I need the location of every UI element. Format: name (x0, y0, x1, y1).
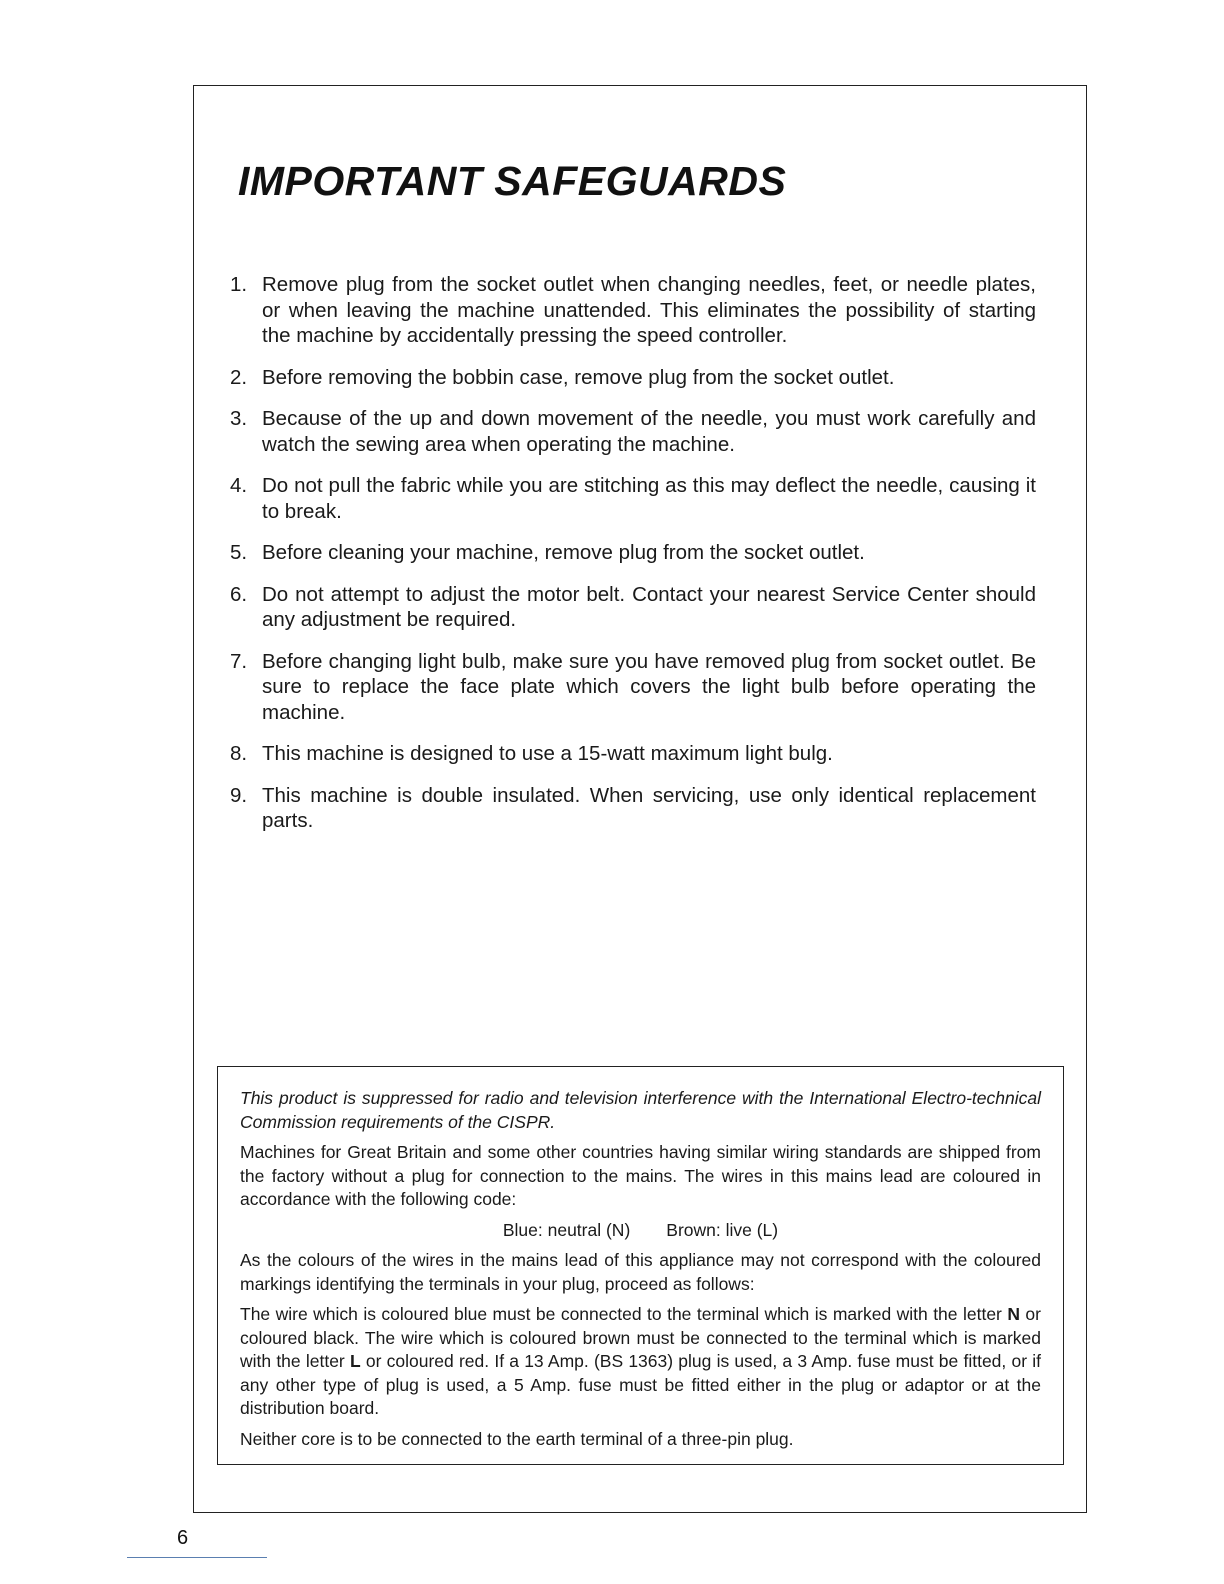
wire-colour-code (240, 1219, 1041, 1243)
wiring-notice-box (217, 1066, 1064, 1465)
list-item (230, 272, 1036, 349)
brown-code: Brown: live (L) (666, 1219, 779, 1240)
wiring-text-1: The wire which is coloured blue must be connected to the terminal which is marked with the letter (240, 1304, 1008, 1324)
list-item (230, 741, 1036, 767)
wiring-text-2: or coloured black. The wire which is coloured brown must be connected to the terminal which is marked with the letter (240, 1304, 1041, 1371)
item-number: 9. (230, 783, 248, 807)
list-item (230, 540, 1036, 566)
letter-n: N (1007, 1304, 1020, 1324)
item-text: Before removing the bobbin case, remove plug from the socket outlet. (262, 365, 895, 389)
wiring-text-3: or coloured red. If a 13 Amp. (BS 1363) plug is used, a 3 Amp. fuse must be fitted, or if any other type of plug is used, a 5 Amp. fuse must be fitted either in the plug or adaptor or at the distribution board. (240, 1351, 1041, 1418)
item-number: 6. (230, 582, 248, 606)
letter-l: L (349, 1351, 361, 1371)
item-number: 1. (230, 273, 248, 296)
item-number: 2. (230, 365, 248, 389)
list-item (230, 365, 1036, 391)
item-text: This machine is designed to use a 15-watt maximum light bulg. (262, 742, 833, 765)
safeguards-list (230, 272, 1036, 850)
item-number: 3. (230, 407, 248, 430)
list-item (230, 783, 1036, 834)
earth-warning: Neither core is to be connected to the earth terminal of a three-pin plug. (240, 1428, 794, 1449)
wiring-instructions (240, 1303, 1041, 1421)
list-item (230, 406, 1036, 457)
item-number: 7. (230, 649, 248, 673)
item-text: This machine is double insulated. When servicing, use only identical replacement parts. (262, 783, 1036, 832)
item-number: 8. (230, 742, 248, 765)
page-title: IMPORTANT SAFEGUARDS (238, 158, 787, 204)
blue-code: Blue: neutral (N) (502, 1219, 631, 1240)
item-number: 4. (230, 474, 248, 497)
item-text: Do not attempt to adjust the motor belt. Contact your nearest Service Center should any adjustment be required. (262, 582, 1036, 631)
list-item (230, 582, 1036, 633)
item-text: Do not pull the fabric while you are stitching as this may deflect the needle, causing it to break. (262, 474, 1036, 523)
bottom-rule (127, 1557, 267, 1558)
list-item (230, 649, 1036, 726)
shipping-paragraph: Machines for Great Britain and some other countries having similar wiring standards are shipped from the factory without a plug for connection to the mains. The wires in this mains lead are coloured in accordance with the following code: (240, 1142, 1041, 1209)
item-number: 5. (230, 541, 248, 564)
item-text: Before cleaning your machine, remove plug from the socket outlet. (262, 541, 865, 564)
list-item (230, 473, 1036, 524)
item-text: Because of the up and down movement of the needle, you must work carefully and watch the sewing area when operating the machine. (262, 407, 1036, 456)
page-number: 6 (177, 1527, 189, 1549)
suppression-notice: This product is suppressed for radio and television interference with the International Electro-technical Commission requirements of the CISPR. (240, 1088, 1041, 1132)
item-text: Before changing light bulb, make sure you have removed plug from socket outlet. Be sure to replace the face plate which covers the light bulb before operating the machine. (262, 649, 1036, 724)
colours-paragraph: As the colours of the wires in the mains lead of this appliance may not correspond with the coloured markings identifying the terminals in your plug, proceed as follows: (240, 1250, 1041, 1294)
item-text: Remove plug from the socket outlet when changing needles, feet, or needle plates, or when leaving the machine unattended. This eliminates the possibility of starting the machine by accidentally pressing the speed controller. (262, 273, 1036, 347)
